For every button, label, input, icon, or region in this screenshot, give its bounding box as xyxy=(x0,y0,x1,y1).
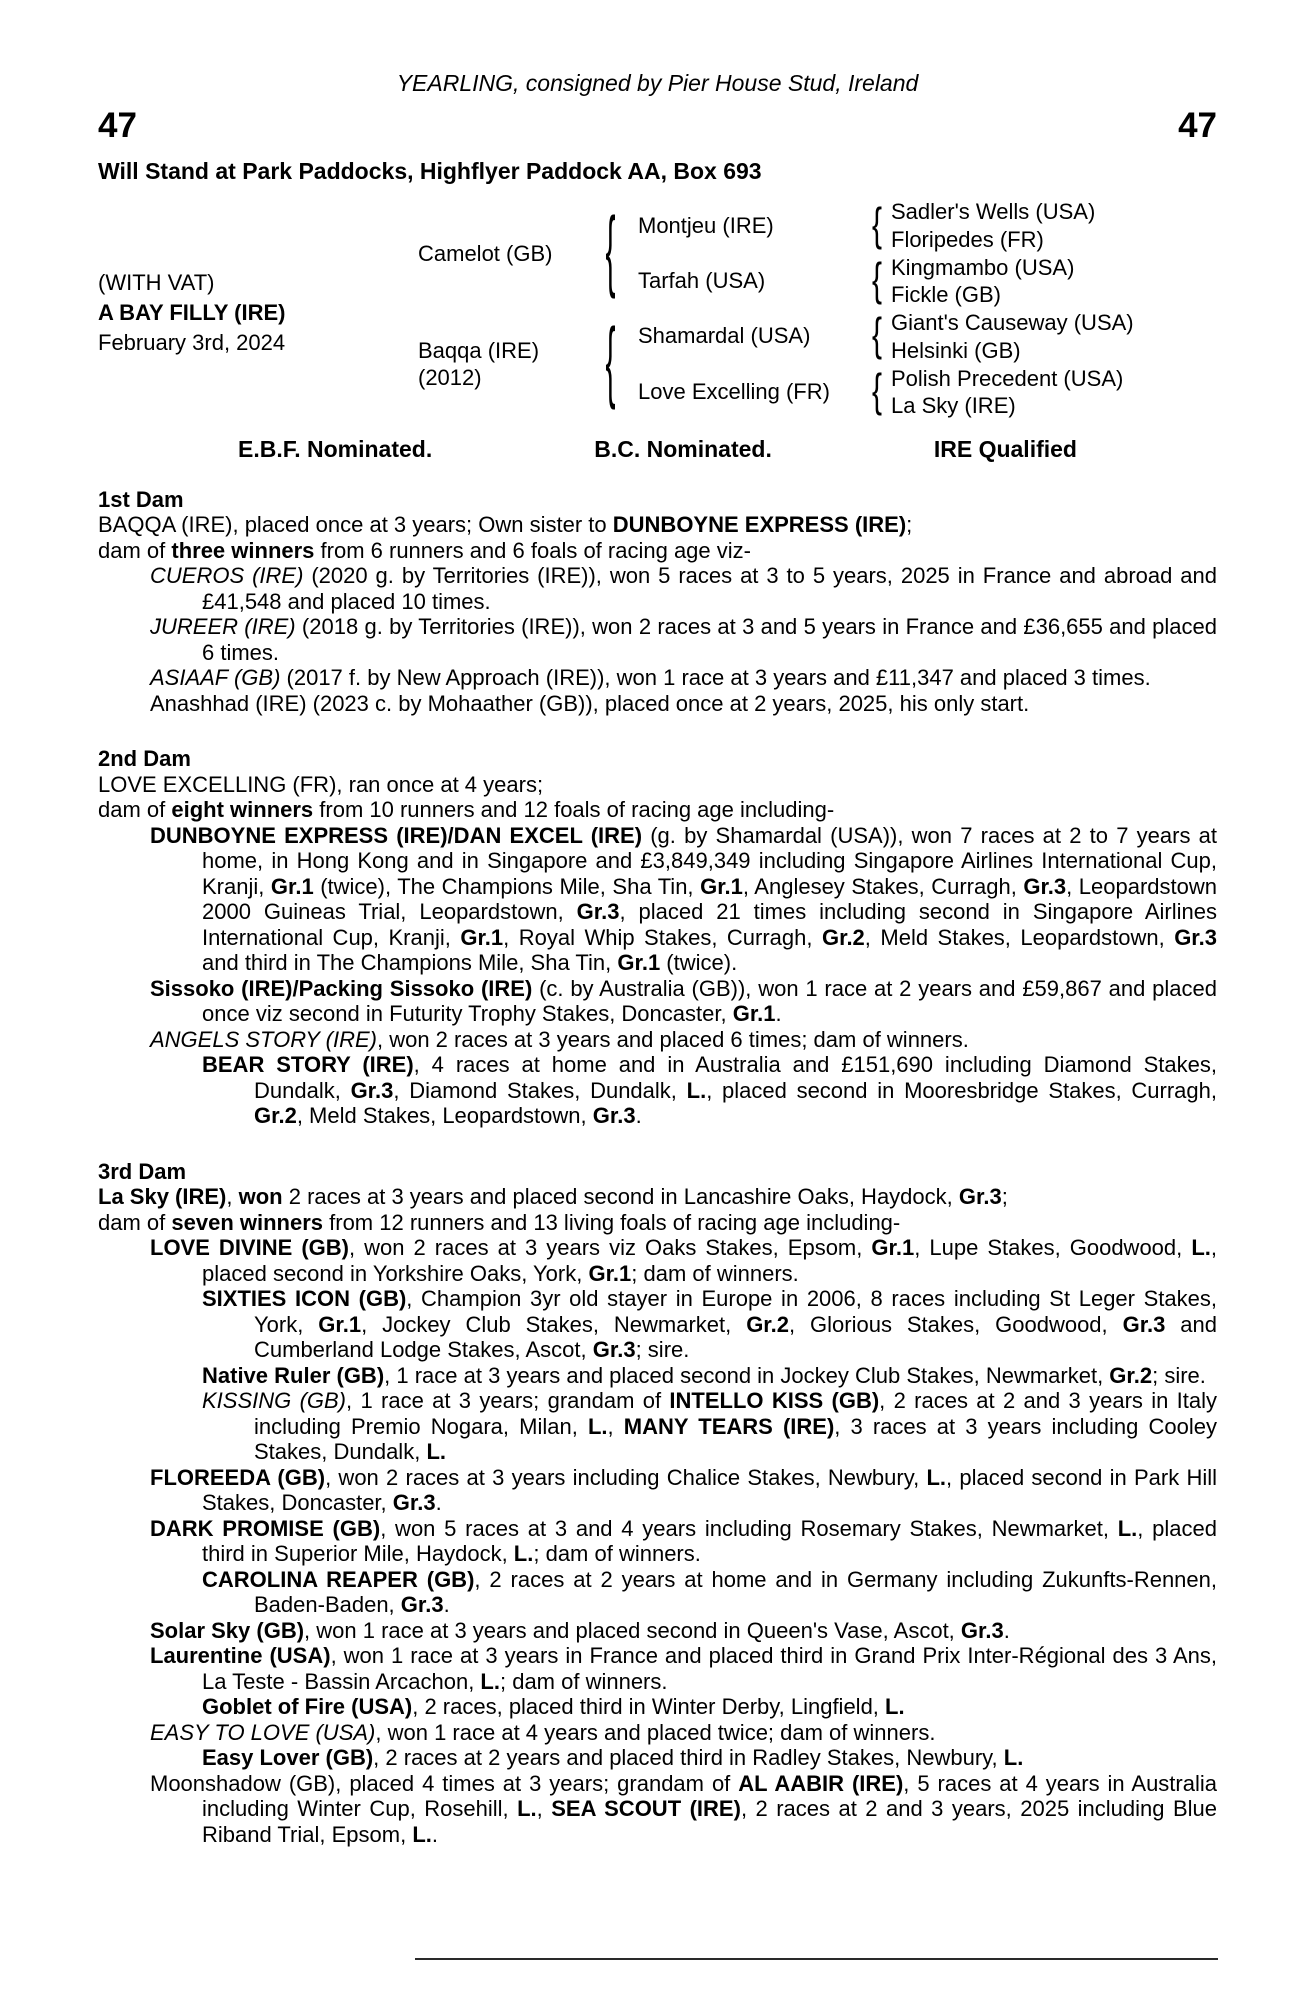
pedigree-paragraph: CUEROS (IRE) (2020 g. by Territories (IRE)), won 5 races at 3 to 5 years, 2025 in France and abroad and £41,548 and placed 10 times. xyxy=(150,563,1218,614)
great-grandparents xyxy=(891,198,1217,253)
dam-sections xyxy=(98,487,1217,1848)
pedigree-paragraph: dam of seven winners from 12 runners and 13 living foals of racing age including- xyxy=(98,1209,901,1235)
great-grandparents xyxy=(891,364,1217,419)
ancestor-name: Giant's Causeway (USA) xyxy=(891,310,1134,336)
dam-section xyxy=(98,746,1217,1129)
pedigree-brace-icon: { xyxy=(871,365,883,417)
dam-section-heading: 2nd Dam xyxy=(98,746,191,772)
pedigree-paragraph: dam of eight winners from 10 runners and 12 foals of racing age including- xyxy=(98,797,835,823)
bc-nominated-label: B.C. Nominated. xyxy=(594,435,772,462)
dam-year: (2012) xyxy=(418,365,482,391)
pedigree-paragraph: Anashhad (IRE) (2023 c. by Mohaather (GB)), placed once at 2 years, 2025, his only start. xyxy=(150,690,1030,716)
nominations-row xyxy=(98,436,1217,463)
grandsire-name: Shamardal (USA) xyxy=(638,323,811,349)
pedigree-paragraph: Native Ruler (GB), 1 race at 3 years and placed second in Jockey Club Stakes, Newmarket, Gr.2; sire. xyxy=(202,1362,1206,1388)
pedigree-paragraph: EASY TO LOVE (USA), won 1 race at 4 years and placed twice; dam of winners. xyxy=(150,1719,936,1745)
pedigree-brace-icon: { xyxy=(605,313,616,413)
ebf-nominated-label: E.B.F. Nominated. xyxy=(238,435,433,462)
dam-section xyxy=(98,1159,1217,1848)
ancestor-name: Floripedes (FR) xyxy=(891,227,1044,253)
pedigree-paragraph: FLOREEDA (GB), won 2 races at 3 years including Chalice Stakes, Newbury, L., placed second in Park Hill Stakes, Doncaster, Gr.3. xyxy=(150,1464,1217,1516)
ancestor-name: Kingmambo (USA) xyxy=(891,254,1075,280)
pedigree-paragraph: SIXTIES ICON (GB), Champion 3yr old stayer in Europe in 2006, 8 races including St Leger Stakes, York, Gr.1, Jockey Club Stakes, Newmarket, Gr.2, Glorious Stakes, Goodwood, Gr.3 and Cumberland Lodge Stakes, Ascot, Gr.3; sire. xyxy=(202,1286,1218,1363)
dam-name-text: Baqqa (IRE) xyxy=(418,338,540,364)
sire-name-text: Camelot (GB) xyxy=(418,240,553,266)
pedigree-paragraph: DARK PROMISE (GB), won 5 races at 3 and 4 years including Rosemary Stakes, Newmarket, L., placed third in Superior Mile, Haydock, L.; dam of winners. xyxy=(150,1515,1217,1567)
pedigree-paragraph: ANGELS STORY (IRE), won 2 races at 3 years and placed 6 times; dam of winners. xyxy=(150,1026,969,1052)
great-grandparents xyxy=(891,309,1217,364)
dam-parents xyxy=(638,309,1217,420)
pedigree-paragraph: BAQQA (IRE), placed once at 3 years; Own sister to DUNBOYNE EXPRESS (IRE); xyxy=(98,512,913,538)
granddam-row xyxy=(638,364,1217,419)
pedigree-paragraph: BEAR STORY (IRE), 4 races at home and in Australia and £151,690 including Diamond Stakes, Dundalk, Gr.3, Diamond Stakes, Dundalk, L., placed second in Mooresbridge Stakes, Curragh, Gr.2, Meld Stakes, Leopardstown, Gr.3. xyxy=(202,1052,1217,1129)
pedigree-paragraph: ASIAAF (GB) (2017 f. by New Approach (IRE)), won 1 race at 3 years and £11,347 and placed 3 times. xyxy=(150,665,1151,691)
vat-note: (WITH VAT) xyxy=(98,270,215,295)
pedigree-subject-column xyxy=(98,198,418,420)
sire-block xyxy=(418,198,1217,309)
pedigree-generations xyxy=(418,198,1217,420)
stand-location: Will Stand at Park Paddocks, Highflyer Paddock AA, Box 693 xyxy=(98,158,762,184)
dam-section xyxy=(98,487,1217,717)
granddam-name: Tarfah (USA) xyxy=(638,268,766,294)
pedigree-tree xyxy=(98,198,1217,420)
pedigree-paragraph: LOVE DIVINE (GB), won 2 races at 3 years viz Oaks Stakes, Epsom, Gr.1, Lupe Stakes, Goodwood, L., placed second in Yorkshire Oaks, York, Gr.1; dam of winners. xyxy=(150,1235,1217,1286)
foal-date: February 3rd, 2024 xyxy=(98,330,286,355)
consignor-note: YEARLING, consigned by Pier House Stud, Ireland xyxy=(396,70,919,96)
grandsire-row xyxy=(638,309,1217,364)
sire-name xyxy=(418,240,583,267)
pedigree-paragraph: KISSING (GB), 1 race at 3 years; grandam of INTELLO KISS (GB), 2 races at 2 and 3 years in Italy including Premio Nogara, Milan, L., MANY TEARS (IRE), 3 races at 3 years including Cooley Stakes, Dundalk, L. xyxy=(202,1388,1218,1465)
pedigree-paragraph: JUREER (IRE) (2018 g. by Territories (IRE)), won 2 races at 3 and 5 years in France and £36,655 and placed 6 times. xyxy=(150,614,1218,665)
lot-number-right: 47 xyxy=(1178,106,1217,145)
pedigree-brace-icon: { xyxy=(605,202,616,302)
lot-number-left: 47 xyxy=(98,106,137,145)
pedigree-paragraph: DUNBOYNE EXPRESS (IRE)/DAN EXCEL (IRE) (g. by Shamardal (USA)), won 7 races at 2 to 7 years at home, in Hong Kong and in Singapore and £3,849,349 including Singapore Airlines International Cup, Kranji, Gr.1 (twice), The Champions Mile, Sha Tin, Gr.1, Anglesey Stakes, Curragh, Gr.3, Leopardstown 2000 Guineas Trial, Leopardstown, Gr.3, placed 21 times including second in Singapore Airlines International Cup, Kranji, Gr.1, Royal Whip Stakes, Curragh, Gr.2, Meld Stakes, Leopardstown, Gr.3 and third in The Champions Mile, Sha Tin, Gr.1 (twice). xyxy=(150,822,1218,976)
pedigree-brace-icon: { xyxy=(871,310,883,362)
pedigree-brace-icon: { xyxy=(871,199,883,251)
pedigree-paragraph: Laurentine (USA), won 1 race at 3 years in France and placed third in Grand Prix Inter-Régional des 3 Ans, La Teste - Bassin Arcachon, L.; dam of winners. xyxy=(150,1643,1217,1694)
horse-name: A BAY FILLY (IRE) xyxy=(98,300,286,325)
dam-block xyxy=(418,309,1217,420)
ancestor-name: Polish Precedent (USA) xyxy=(891,365,1124,391)
granddam-row xyxy=(638,253,1217,308)
pedigree-brace-icon: { xyxy=(871,254,883,306)
ancestor-name: Sadler's Wells (USA) xyxy=(891,199,1096,225)
ancestor-name: Fickle (GB) xyxy=(891,282,1001,308)
ancestor-name: Helsinki (GB) xyxy=(891,337,1021,363)
dam-section-heading: 1st Dam xyxy=(98,486,184,512)
ancestor-name: La Sky (IRE) xyxy=(891,393,1016,419)
lot-number-row xyxy=(98,108,1217,144)
dam-name xyxy=(418,337,583,391)
grandsire-name: Montjeu (IRE) xyxy=(638,212,774,238)
pedigree-paragraph: La Sky (IRE), won 2 races at 3 years and placed second in Lancashire Oaks, Haydock, Gr.3; xyxy=(98,1184,1008,1210)
granddam-name: Love Excelling (FR) xyxy=(638,378,830,404)
pedigree-paragraph: LOVE EXCELLING (FR), ran once at 4 years; xyxy=(98,771,544,797)
sire-parents xyxy=(638,198,1217,309)
pedigree-paragraph: Goblet of Fire (USA), 2 races, placed third in Winter Derby, Lingfield, L. xyxy=(202,1694,905,1720)
great-grandparents xyxy=(891,253,1217,308)
dam-section-heading: 3rd Dam xyxy=(98,1158,187,1184)
ire-qualified-label: IRE Qualified xyxy=(933,435,1077,462)
pedigree-paragraph: dam of three winners from 6 runners and 6 foals of racing age viz- xyxy=(98,537,751,563)
pedigree-paragraph: Sissoko (IRE)/Packing Sissoko (IRE) (c. by Australia (GB)), won 1 race at 2 years and £59,867 and placed once viz second in Futurity Trophy Stakes, Doncaster, Gr.1. xyxy=(150,975,1217,1027)
bottom-rule xyxy=(415,1958,1218,1960)
pedigree-paragraph: CAROLINA REAPER (GB), 2 races at 2 years at home and in Germany including Zukunfts-Rennen, Baden-Baden, Gr.3. xyxy=(202,1566,1217,1618)
pedigree-paragraph: Moonshadow (GB), placed 4 times at 3 years; grandam of AL AABIR (IRE), 5 races at 4 years in Australia including Winter Cup, Rosehill, L., SEA SCOUT (IRE), 2 races at 2 and 3 years, 2025 including Blue Riband Trial, Epsom, L.. xyxy=(150,1770,1217,1847)
pedigree-paragraph: Easy Lover (GB), 2 races at 2 years and placed third in Radley Stakes, Newbury, L. xyxy=(202,1745,1024,1771)
pedigree-paragraph: Solar Sky (GB), won 1 race at 3 years and placed second in Queen's Vase, Ascot, Gr.3. xyxy=(150,1617,1010,1643)
grandsire-row xyxy=(638,198,1217,253)
